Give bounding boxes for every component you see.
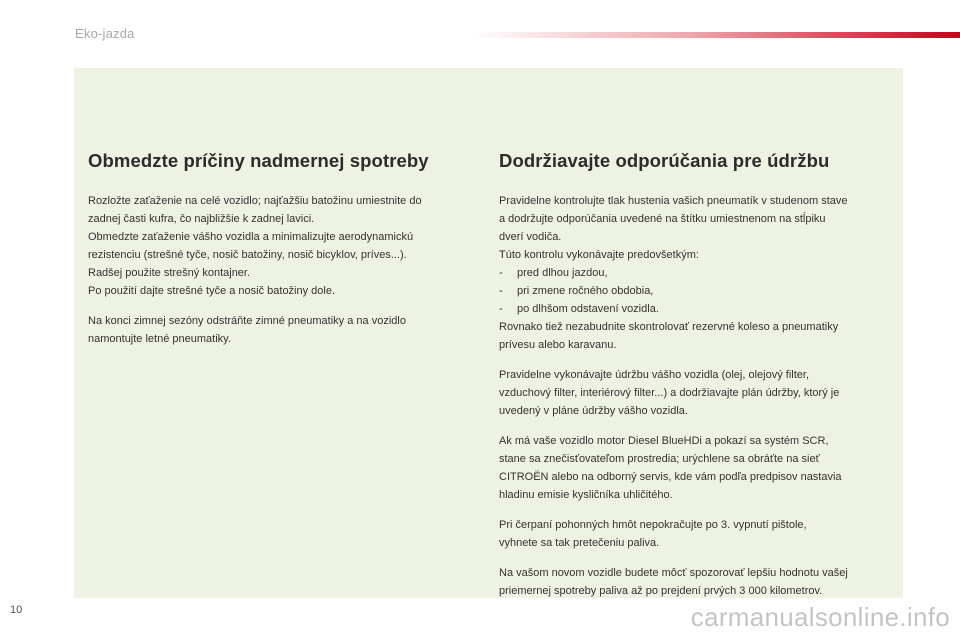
text-line: stane sa znečisťovateľom prostredia; urýchlene sa obráťte na sieť [499,453,820,465]
text-line: Pri čerpaní pohonných hmôt nepokračujte po 3. vypnutí pištole, [499,519,807,531]
left-heading: Obmedzte príčiny nadmernej spotreby [88,150,429,171]
list-item: - po dlhšom odstavení vozidla. [499,303,659,315]
text-line: priemernej spotreby paliva až po prejdení prvých 3 000 kilometrov. [499,585,823,597]
header-accent-bar [470,32,960,38]
section-title: Eko-jazda [75,26,135,41]
right-paragraph-1 [499,192,894,354]
text-line: Túto kontrolu vykonávajte predovšetkým: [499,249,699,261]
text-line: vyhnete sa tak pretečeniu paliva. [499,537,660,549]
text-line: Pravidelne kontrolujte tlak hustenia vašich pneumatík v studenom stave [499,195,848,207]
text-line: Ak má vaše vozidlo motor Diesel BlueHDi a pokazí sa systém SCR, [499,435,829,447]
text-line: Rovnako tiež nezabudnite skontrolovať rezervné koleso a pneumatiky [499,321,839,333]
list-item-text: po dlhšom odstavení vozidla. [517,303,659,315]
text-line: prívesu alebo karavanu. [499,339,617,351]
text-line: Pravidelne vykonávajte údržbu vášho vozidla (olej, olejový filter, [499,369,809,381]
text-line: Po použití dajte strešné tyče a nosič batožiny dole. [88,285,336,297]
watermark: carmanualsonline.info [690,602,950,632]
text-line: rezistenciu (strešné tyče, nosič batožiny, nosič bicyklov, príves...). [88,249,407,261]
left-paragraph-1 [88,192,468,300]
page-number: 10 [10,604,23,616]
list-item: - pri zmene ročného obdobia, [499,285,654,297]
text-line: uvedený v pláne údržby vášho vozidla. [499,405,688,417]
text-line: Rozložte zaťaženie na celé vozidlo; najťažšiu batožinu umiestnite do [88,195,422,207]
left-column [88,150,468,360]
list-item: - pred dlhou jazdou, [499,267,608,279]
text-line: zadnej časti kufra, čo najbližšie k zadnej lavici. [88,213,315,225]
text-line: dverí vodiča. [499,231,562,243]
text-line: a dodržujte odporúčania uvedené na štítku umiestnenom na stĺpiku [499,213,826,225]
right-paragraph-3 [499,432,894,504]
right-paragraph-2 [499,366,894,420]
list-item-text: pred dlhou jazdou, [517,267,608,279]
right-column [499,150,894,612]
text-line: Obmedzte zaťaženie vášho vozidla a minimalizujte aerodynamickú [88,231,414,243]
content-panel [74,68,903,598]
text-line: Na vašom novom vozidle budete môcť spozorovať lepšiu hodnotu vašej [499,567,848,579]
left-paragraph-2 [88,312,468,348]
text-line: Na konci zimnej sezóny odstráňte zimné pneumatiky a na vozidlo [88,315,406,327]
text-line: CITROËN alebo na odborný servis, kde vám podľa predpisov nastavia [499,471,842,483]
text-line: Radšej použite strešný kontajner. [88,267,251,279]
text-line: namontujte letné pneumatiky. [88,333,231,345]
text-line: vzduchový filter, interiérový filter...) a dodržiavajte plán údržby, ktorý je [499,387,840,399]
right-heading: Dodržiavajte odporúčania pre údržbu [499,150,830,171]
right-paragraph-5 [499,564,894,600]
right-paragraph-4 [499,516,894,552]
text-line: hladinu emisie kysličníka uhličitého. [499,489,673,501]
list-item-text: pri zmene ročného obdobia, [517,285,654,297]
